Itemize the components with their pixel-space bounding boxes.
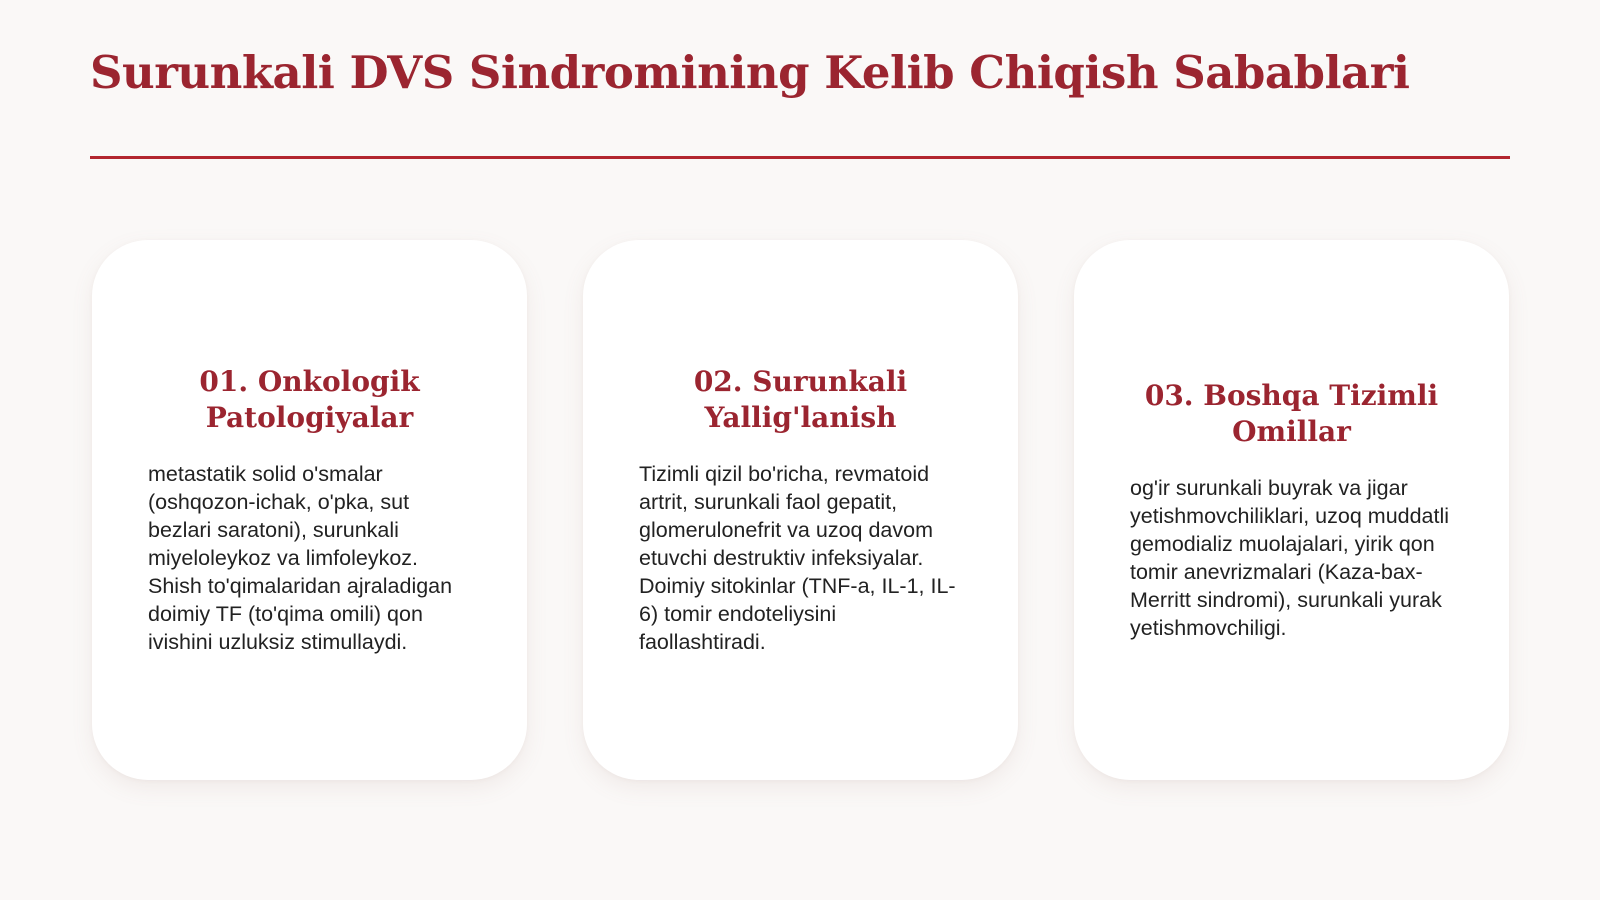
cause-card-oncology	[92, 240, 527, 780]
card-text: og'ir surunkali buyrak va jigar yetishmovchiliklari, uzoq muddatli gemodializ muolajalari, yirik qon tomir anevrizmalari (Kaza-bax-Merritt sindromi), surunkali yurak yetishmovchiligi.	[1130, 476, 1450, 640]
card-title: 02. Surunkali Yallig'lanish	[693, 365, 908, 434]
card-text: Tizimli qizil bo'richa, revmatoid artrit, surunkali faol gepatit, glomerulonefrit va uzoq davom etuvchi destruktiv infeksiyalar. Doimiy sitokinlar (TNF-a, IL-1, IL-6) tomir endoteliysini faollashtiradi.	[639, 462, 956, 654]
cause-card-systemic	[1074, 240, 1509, 780]
card-title: 03. Boshqa Tizimli Omillar	[1144, 379, 1439, 448]
cause-card-inflammation	[583, 240, 1018, 780]
card-text: metastatik solid o'smalar (oshqozon-ichak, o'pka, sut bezlari saratoni), surunkali miyeloleykoz va limfoleykoz. Shish to'qimalaridan ajraladigan doimiy TF (to'qima omili) qon ivishini uzluksiz stimullaydi.	[148, 462, 453, 654]
title-divider	[90, 156, 1510, 159]
page-title: Surunkali DVS Sindromining Kelib Chiqish Sabablari	[90, 46, 1410, 99]
card-title: 01. Onkologik Patologiyalar	[199, 365, 420, 434]
